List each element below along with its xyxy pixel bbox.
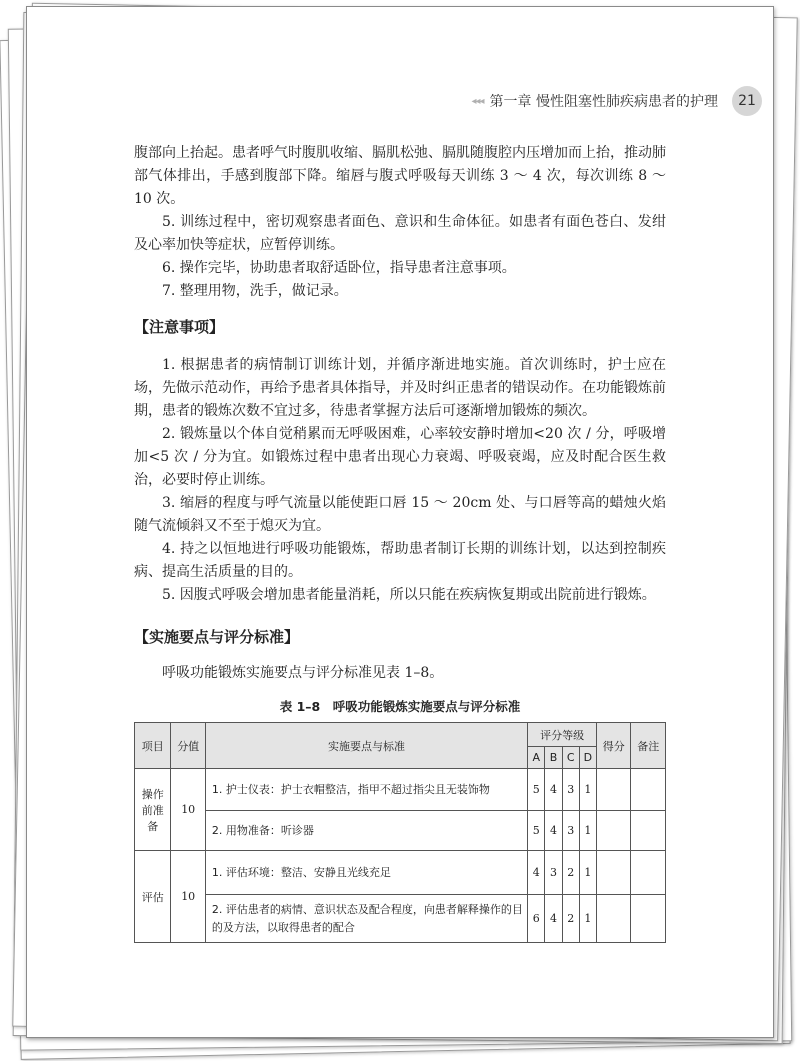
points-cell: 10 <box>171 851 205 943</box>
grade-cell: 4 <box>545 895 562 943</box>
item-cell: 评估 <box>135 851 171 943</box>
grade-d: D <box>579 747 596 769</box>
content-cell: 2. 用物准备：听诊器 <box>205 811 527 851</box>
header-points: 分值 <box>171 723 205 769</box>
page-number: 21 <box>732 86 762 116</box>
note-item: 2. 锻炼量以个体自觉稍累而无呼吸困难，心率较安静时增加<20 次 / 分，呼吸增加<5 次 / 分为宜。如锻炼过程中患者出现心力衰竭、呼吸衰竭，应及时配合医生救治，必要时停止训练。 <box>134 426 666 488</box>
grade-c: C <box>562 747 579 769</box>
score-cell <box>597 851 631 895</box>
score-cell <box>597 811 631 851</box>
standards-heading: 【实施要点与评分标准】 <box>134 628 300 646</box>
grade-cell: 2 <box>562 895 579 943</box>
content-cell: 1. 护士仪表：护士衣帽整洁，指甲不超过指尖且无装饰物 <box>205 769 527 811</box>
grade-cell: 1 <box>579 895 596 943</box>
scoring-table <box>134 722 666 943</box>
steps-block <box>134 142 666 303</box>
table-row <box>135 851 666 895</box>
grade-cell: 5 <box>528 769 545 811</box>
score-cell <box>597 769 631 811</box>
grade-a: A <box>528 747 545 769</box>
item-cell: 操作前准备 <box>135 769 171 851</box>
notes-heading: 【注意事项】 <box>134 318 225 336</box>
grade-cell: 2 <box>562 851 579 895</box>
header-remark: 备注 <box>631 723 666 769</box>
note-item: 5. 因腹式呼吸会增加患者能量消耗，所以只能在疾病恢复期或出院前进行锻炼。 <box>162 587 656 603</box>
grade-cell: 3 <box>545 851 562 895</box>
standards-intro: 呼吸功能锻炼实施要点与评分标准见表 1–8。 <box>162 665 444 681</box>
grade-cell: 6 <box>528 895 545 943</box>
note-item: 4. 持之以恒地进行呼吸功能锻炼，帮助患者制订长期的训练计划，以达到控制疾病、提高生活质量的目的。 <box>134 541 666 580</box>
note-item: 3. 缩唇的程度与呼气流量以能使距口唇 15 ～ 20cm 处、与口唇等高的蜡烛火焰随气流倾斜又不至于熄灭为宜。 <box>134 495 666 534</box>
header-grade: 评分等级 <box>528 723 597 747</box>
running-header <box>471 86 762 116</box>
grade-cell: 4 <box>545 769 562 811</box>
grade-cell: 5 <box>528 811 545 851</box>
grade-cell: 1 <box>579 811 596 851</box>
paragraph: 6. 操作完毕，协助患者取舒适卧位，指导患者注意事项。 <box>162 260 516 276</box>
paragraph: 7. 整理用物，洗手，做记录。 <box>162 283 348 299</box>
remark-cell <box>631 769 666 811</box>
grade-cell: 4 <box>528 851 545 895</box>
arrows-icon: ◂◂◂ <box>471 95 484 107</box>
notes-block <box>134 354 666 607</box>
score-cell <box>597 895 631 943</box>
content-cell: 2. 评估患者的病情、意识状态及配合程度，向患者解释操作的目的及方法，以取得患者的配合 <box>205 895 527 943</box>
header-item: 项目 <box>135 723 171 769</box>
table-row <box>135 895 666 943</box>
content-cell: 1. 评估环境：整洁、安静且光线充足 <box>205 851 527 895</box>
grade-cell: 1 <box>579 851 596 895</box>
grade-b: B <box>545 747 562 769</box>
table-header-row <box>135 723 666 747</box>
chapter-title: 第一章 慢性阻塞性肺疾病患者的护理 <box>489 94 718 110</box>
table-row <box>135 769 666 811</box>
header-content: 实施要点与标准 <box>205 723 527 769</box>
grade-cell: 3 <box>562 811 579 851</box>
remark-cell <box>631 895 666 943</box>
paragraph: 5. 训练过程中，密切观察患者面色、意识和生命体征。如患者有面色苍白、发绀及心率加快等症状，应暂停训练。 <box>134 214 666 253</box>
grade-cell: 3 <box>562 769 579 811</box>
note-item: 1. 根据患者的病情制订训练计划，并循序渐进地实施。首次训练时，护士应在场，先做示范动作，再给予患者具体指导，并及时纠正患者的错误动作。在功能锻炼前期，患者的锻炼次数不宜过多，待患者掌握方法后可逐渐增加锻炼的频次。 <box>134 357 666 419</box>
table-row <box>135 811 666 851</box>
table-caption: 表 1–8 呼吸功能锻炼实施要点与评分标准 <box>279 699 521 714</box>
remark-cell <box>631 811 666 851</box>
grade-cell: 4 <box>545 811 562 851</box>
paragraph: 腹部向上抬起。患者呼气时腹肌收缩、膈肌松弛、膈肌随腹腔内压增加而上抬，推动肺部气体排出，手感到腹部下降。缩唇与腹式呼吸每天训练 3 ～ 4 次，每次训练 8 ～ 10 次。 <box>134 145 666 207</box>
points-cell: 10 <box>171 769 205 851</box>
header-score: 得分 <box>597 723 631 769</box>
remark-cell <box>631 851 666 895</box>
grade-cell: 1 <box>579 769 596 811</box>
